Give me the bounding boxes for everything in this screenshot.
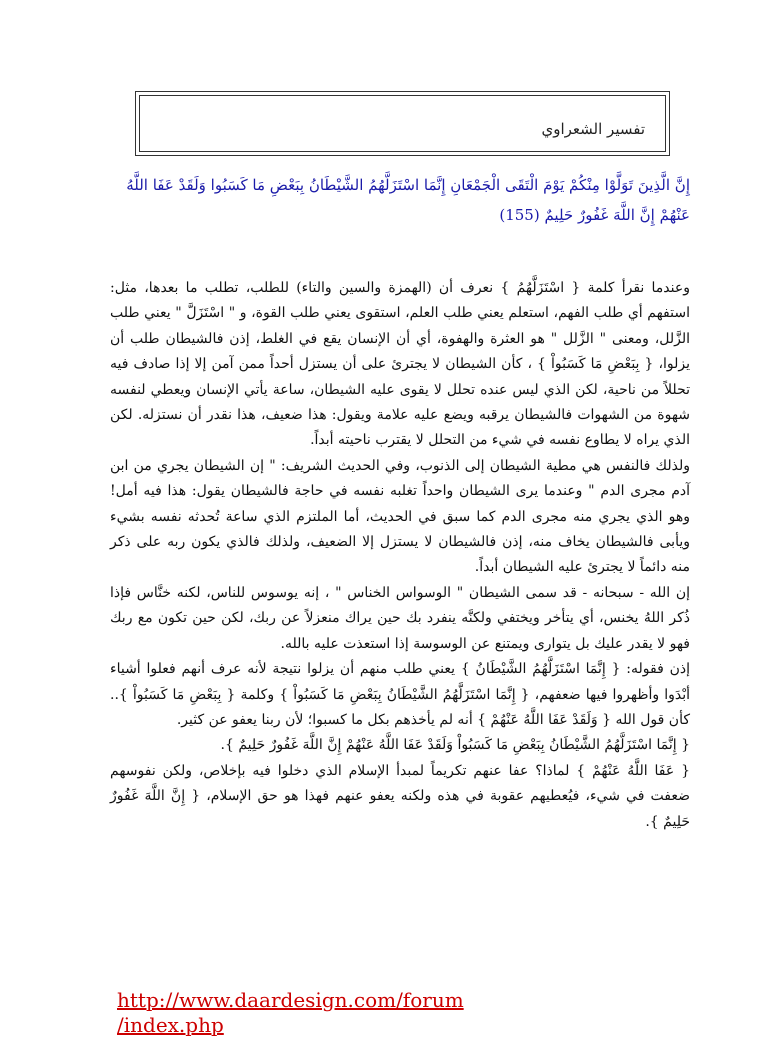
forum-link[interactable]: http://www.daardesign.com/forum — [117, 988, 464, 1012]
title-frame — [135, 91, 670, 156]
commentary-body — [110, 276, 690, 835]
paragraph: ولذلك فالنفس هي مطية الشيطان إلى الذنوب، وفي الحديث الشريف: " إن الشيطان يجري من ابن آدم مجرى الدم " وعندما يرى الشيطان واحداً تغلبه نفسه في حاجة فالشيطان يقول: هذا فيه أمل! وهو الذي يجري منه مجرى الدم كما سبق في الحديث، أما الملتزم الذي ساعة تُحدثه نفسه بشيء ويأبى فالشيطان يخاف منه، إذن فالشيطان لا يستزل إلا الضعيف، ولذلك فالذي يكون ربه على ذكر منه دائماً لا يجترئ عليه الشيطان أبداً. — [110, 457, 691, 576]
page-title: تفسير الشعراوي — [541, 120, 645, 138]
title-inner-frame — [139, 95, 666, 152]
paragraph: وعندما نقرأ كلمة { اسْتَزَلَّهُمُ } نعرف أن (الهمزة والسين والتاء) للطلب، تطلب ما بعدها، مثل: استفهم أي طلب الفهم، استعلم يعني طلب العلم، استقوى يعني طلب القوة، و " اسْتَزَلَّ " يعني طلب الزَّلل، ومعنى " الزَّلل " هو العثرة والهفوة، أي أن الإنسان يقع في الغلط، إذن فالشيطان طلب أن يزلوا، { بِبَعْضِ مَا كَسَبُواْ } ، كأن الشيطان لا يجترئ على أن يستزل أحداً ممن آمن إلا إذا صادف فيه تحللاً من ناحية، لكن الذي ليس عنده تحلل لا يقوى عليه الشيطان، ساعة يأتي الإنسان ويعطي لنفسه شهوة من الشهوات فالشيطان يرقبه ويضع عليه علامة ويقول: هذا ضعيف، هذا نقدر أن نستزله. لكن الذي يراه لا يطاوع نفسه في شيء من التحلل لا يقترب ناحيته أبداً. — [110, 280, 690, 449]
quran-verse: إِنَّ الَّذِينَ تَوَلَّوْا مِنْكُمْ يَوْمَ الْتَقَى الْجَمْعَانِ إِنَّمَا اسْتَزَلَّهُمُ الشَّيْطَانُ بِبَعْضِ مَا كَسَبُوا وَلَقَدْ عَفَا اللَّهُ عَنْهُمْ إِنَّ اللَّهَ غَفُورٌ حَلِيمٌ (155) — [126, 176, 690, 224]
paragraph: إن الله - سبحانه - قد سمى الشيطان " الوسواس الخناس " ، إنه يوسوس للناس، لكنه خنَّاس فإذا ذُكر اللهُ يخنس، أي يتأخر ويختفي ولكنَّه ينفرد بك حين يراك منعزلاً عن ربك، لكن حين تكون مع ربك فهو لا يقدر عليك بل يتوارى ويمتنع عن الوسوسة إذا استعذت عليه بالله. — [110, 584, 690, 652]
forum-link-continued[interactable]: /index.php — [117, 1013, 224, 1037]
paragraph: إذن فقوله: { إِنَّمَا اسْتَزَلَّهُمُ الشَّيْطَانُ } يعني طلب منهم أن يزلوا نتيجة لأنه عرف أنهم فعلوا أشياء أبْدَوا وأظهروا فيها ضعفهم، { إِنَّمَا اسْتَزَلَّهُمُ الشَّيْطَانُ بِبَعْضِ مَا كَسَبُواْ } وكلمة { بِبَعْضِ مَا كَسَبُواْ }.. كأن قول الله { وَلَقَدْ عَفَا اللَّهُ عَنْهُمْ } أنه لم يأخذهم بكل ما كسبوا؛ لأن ربنا يعفو عن كثير. — [110, 661, 690, 728]
paragraph: { إِنَّمَا اسْتَزَلَّهُمُ الشَّيْطَانُ بِبَعْضِ مَا كَسَبُواْ وَلَقَدْ عَفَا اللَّهُ عَنْهُمْ إِنَّ اللَّهَ غَفُورٌ حَلِيمٌ }. — [220, 737, 690, 754]
paragraph: { عَفَا اللَّهُ عَنْهُمْ } لماذا؟ عفا عنهم تكريماً لمبدأ الإسلام الذي دخلوا فيه بإخلاص، ولكن نفوسهم ضعفت في شيء، فيُعطيهم عقوبة في هذه ولكنه يعفو عنهم فهذا هو حق الإسلام، { إِنَّ اللَّهَ غَفُورٌ حَلِيمٌ }. — [110, 762, 690, 830]
